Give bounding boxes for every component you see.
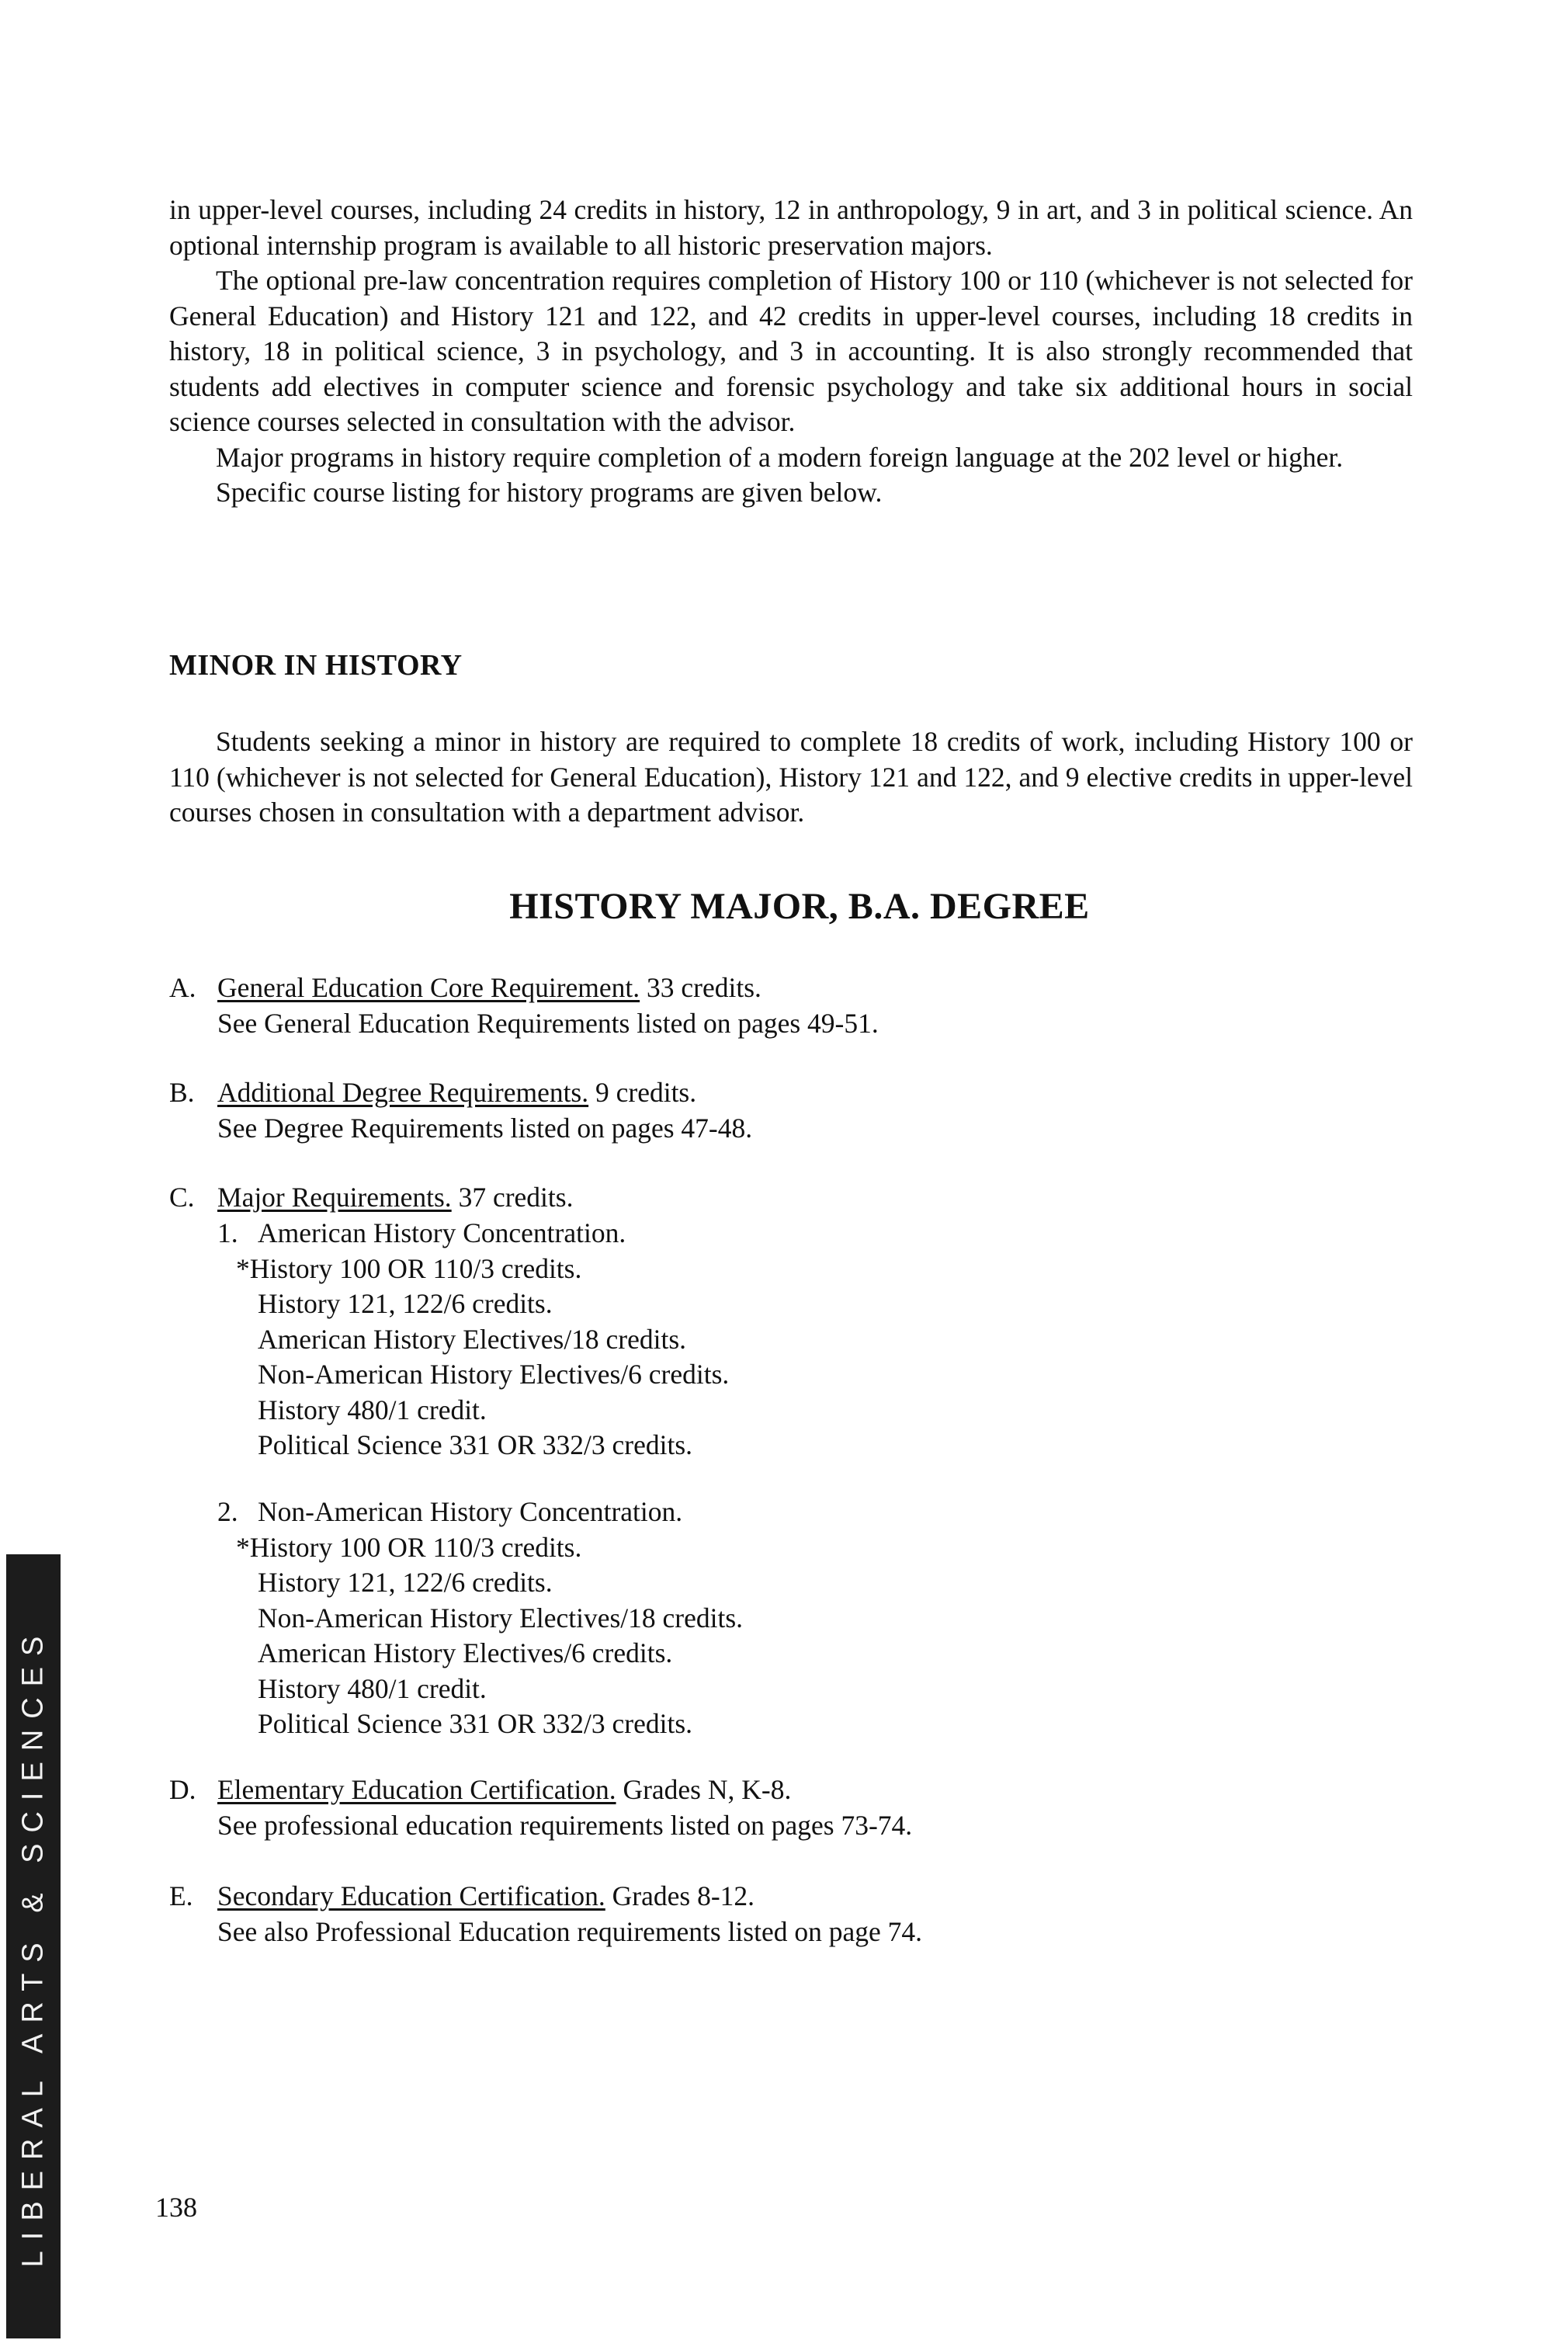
minor-section (169, 724, 1413, 831)
concentration-line: History 121, 122/6 credits. (258, 1288, 553, 1319)
requirement-c (169, 1180, 1411, 1216)
major-heading: HISTORY MAJOR, B.A. DEGREE (509, 886, 1090, 927)
requirement-title: Additional Degree Requirements. (217, 1077, 589, 1108)
minor-paragraph: Students seeking a minor in history are required to complete 18 credits of work, including History 100 or 110 (whichever is not selected for General Education), History 121 and 122, and 9 elective credits in upper-level courses chosen in consultation with a department advisor. (169, 726, 1413, 828)
requirement-title: Secondary Education Certification. (217, 1880, 605, 1911)
requirement-credits: 33 credits. (640, 972, 761, 1003)
intro-paragraph-1: in upper-level courses, including 24 credits in history, 12 in anthropology, 9 in art, and 3 in political science. An optional internship program is available to all historic preservation majors. (169, 194, 1413, 261)
concentration-line: History 480/1 credit. (258, 1672, 487, 1704)
side-tab-label: LIBERAL ARTS & SCIENCES (16, 1625, 50, 2268)
requirement-note: See professional education requirements listed on pages 73-74. (217, 1809, 913, 1841)
requirement-b (169, 1075, 1411, 1146)
concentration-line: *History 100 OR 110/3 credits. (236, 1252, 582, 1284)
requirement-credits: Grades N, K-8. (616, 1774, 792, 1805)
requirement-title: Elementary Education Certification. (217, 1774, 616, 1805)
minor-heading: MINOR IN HISTORY (169, 649, 463, 682)
concentration-title: Non-American History Concentration. (258, 1496, 683, 1527)
requirement-letter: E. (169, 1880, 193, 1911)
requirement-note: See also Professional Education requirements listed on page 74. (217, 1915, 922, 1947)
intro-section (169, 193, 1413, 511)
concentration-line: Political Science 331 OR 332/3 credits. (258, 1429, 693, 1460)
concentration-line: *History 100 OR 110/3 credits. (236, 1531, 582, 1563)
requirement-d (169, 1772, 1411, 1843)
concentration-line: Non-American History Electives/18 credits. (258, 1602, 744, 1633)
requirement-title: General Education Core Requirement. (217, 972, 640, 1003)
requirement-note: See Degree Requirements listed on pages 47-48. (217, 1112, 753, 1144)
american-history-concentration (217, 1216, 729, 1463)
concentration-line: Non-American History Electives/6 credits. (258, 1359, 730, 1390)
requirement-note: See General Education Requirements listed on pages 49-51. (217, 1007, 879, 1039)
requirement-credits: 9 credits. (588, 1077, 697, 1108)
requirement-letter: C. (169, 1182, 195, 1213)
requirement-letter: B. (169, 1077, 195, 1108)
requirement-e (169, 1879, 1411, 1949)
concentration-line: History 480/1 credit. (258, 1394, 487, 1425)
intro-paragraph-4: Specific course listing for history programs are given below. (216, 477, 883, 508)
intro-paragraph-2: The optional pre-law concentration requires completion of History 100 or 110 (whichever is not selected for General Education) and History 121 and 122, and 42 credits in upper-level courses, including 18 credits in history, 18 in political science, 3 in psychology, and 3 in accounting. It is also strongly recommended that students add electives in computer science and forensic psychology and take six additional hours in social science courses selected in consultation with the advisor. (169, 265, 1413, 437)
requirement-credits: 37 credits. (451, 1182, 574, 1213)
section-side-tab (6, 1554, 61, 2338)
requirement-title: Major Requirements. (217, 1182, 452, 1213)
requirement-letter: D. (169, 1774, 196, 1805)
page-number: 138 (155, 2192, 197, 2223)
intro-paragraph-3: Major programs in history require completion of a modern foreign language at the 202 level or higher. (216, 441, 1344, 473)
concentration-line: American History Electives/6 credits. (258, 1637, 673, 1668)
requirement-a (169, 970, 1411, 1041)
concentration-number: 1. (217, 1217, 238, 1248)
concentration-line: Political Science 331 OR 332/3 credits. (258, 1708, 693, 1739)
concentration-title: American History Concentration. (258, 1217, 626, 1248)
requirement-credits: Grades 8-12. (605, 1880, 755, 1911)
requirement-letter: A. (169, 972, 196, 1003)
concentration-number: 2. (217, 1496, 238, 1527)
concentration-line: History 121, 122/6 credits. (258, 1567, 553, 1598)
non-american-history-concentration (217, 1495, 743, 1742)
concentration-line: American History Electives/18 credits. (258, 1323, 687, 1355)
